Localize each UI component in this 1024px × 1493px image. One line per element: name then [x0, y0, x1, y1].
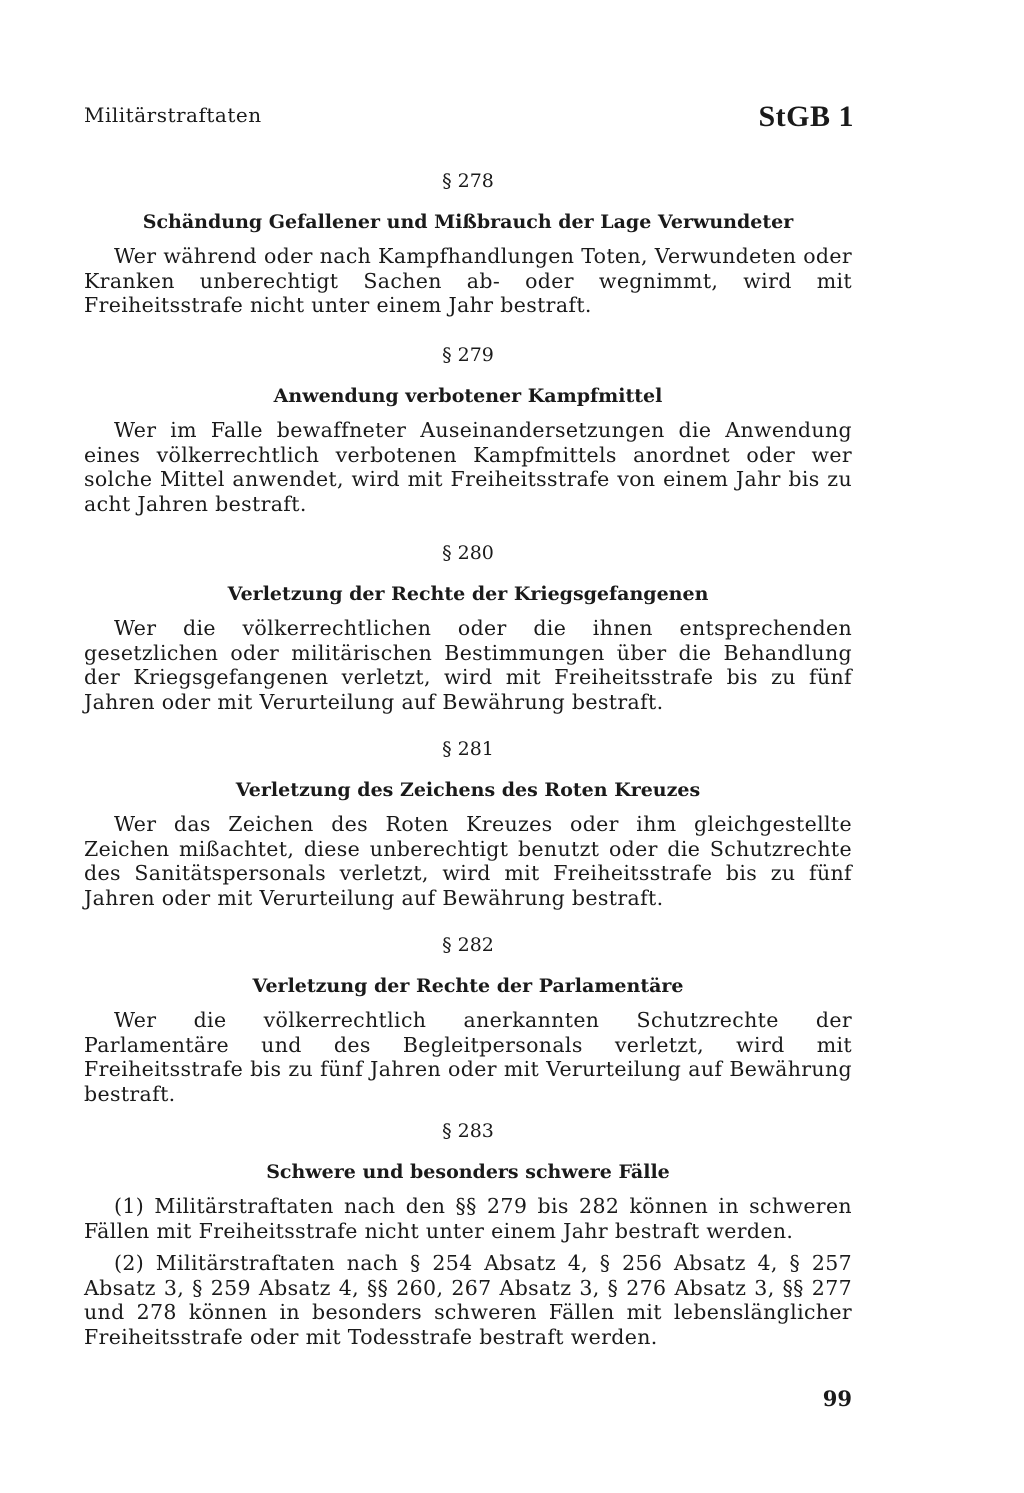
section-title: Verletzung der Rechte der Kriegsgefangenen — [227, 583, 709, 605]
section-paragraph: (2) Militärstraftaten nach § 254 Absatz 4, § 256 Absatz 4, § 257 Absatz 3, § 259 Absatz 4, §§ 260, 267 Absatz 3, § 276 Absatz 3, §§ 277 und 278 können in besonders schweren Fällen mit lebenslänglicher Freiheitsstrafe oder mit Todesstrafe bestraft werden. — [84, 1251, 852, 1349]
section-number: § 280 — [442, 542, 494, 564]
section-paragraph: Wer die völkerrechtlich anerkannten Schutzrechte der Parlamentäre und des Begleitpersonals verletzt, wird mit Freiheitsstrafe bis zu fünf Jahren oder mit Verurteilung auf Bewährung bestraft. — [84, 1008, 852, 1106]
section-paragraph: (1) Militärstraftaten nach den §§ 279 bis 282 können in schweren Fällen mit Freiheitsstrafe nicht unter einem Jahr bestraft werden. — [84, 1194, 852, 1243]
section-282 — [84, 932, 852, 1106]
section-title: Schwere und besonders schwere Fälle — [266, 1161, 670, 1183]
section-number: § 278 — [442, 170, 494, 192]
section-paragraph: Wer während oder nach Kampfhandlungen Toten, Verwundeten oder Kranken unberechtigt Sachen ab- oder wegnimmt, wird mit Freiheitsstrafe nicht unter einem Jahr bestraft. — [84, 244, 852, 317]
section-number: § 279 — [442, 344, 494, 366]
section-paragraph: Wer das Zeichen des Roten Kreuzes oder ihm gleichgestellte Zeichen mißachtet, diese unberechtigt benutzt oder die Schutzrechte des Sanitätspersonals verletzt, wird mit Freiheitsstrafe bis zu fünf Jahren oder mit Verurteilung auf Bewährung bestraft. — [84, 812, 852, 910]
section-number: § 283 — [442, 1120, 494, 1142]
section-title: Anwendung verbotener Kampfmittel — [273, 385, 663, 407]
section-title: Verletzung des Zeichens des Roten Kreuzes — [235, 779, 701, 801]
running-title: Militärstraftaten — [84, 103, 262, 127]
section-number: § 282 — [442, 934, 494, 956]
section-paragraph: Wer im Falle bewaffneter Auseinandersetzungen die Anwendung eines völkerrechtlich verbotenen Kampfmittels anordnet oder wer solche Mittel anwendet, wird mit Freiheitsstrafe von einem Jahr bis zu acht Jahren bestraft. — [84, 418, 852, 516]
code-label: StGB 1 — [758, 100, 854, 133]
section-281 — [84, 736, 852, 910]
section-title: Verletzung der Rechte der Parlamentäre — [252, 975, 684, 997]
section-paragraph: Wer die völkerrechtlichen oder die ihnen entsprechenden gesetzlichen oder militärischen Bestimmungen über die Behandlung der Kriegsgefangenen verletzt, wird mit Freiheitsstrafe bis zu fünf Jahren oder mit Verurteilung auf Bewährung bestraft. — [84, 616, 852, 714]
section-number: § 281 — [442, 738, 494, 760]
section-279 — [84, 342, 852, 516]
page-number: 99 — [822, 1386, 852, 1411]
section-278 — [84, 168, 852, 318]
section-283 — [84, 1118, 852, 1349]
section-280 — [84, 540, 852, 714]
section-title: Schändung Gefallener und Mißbrauch der Lage Verwundeter — [142, 211, 794, 233]
